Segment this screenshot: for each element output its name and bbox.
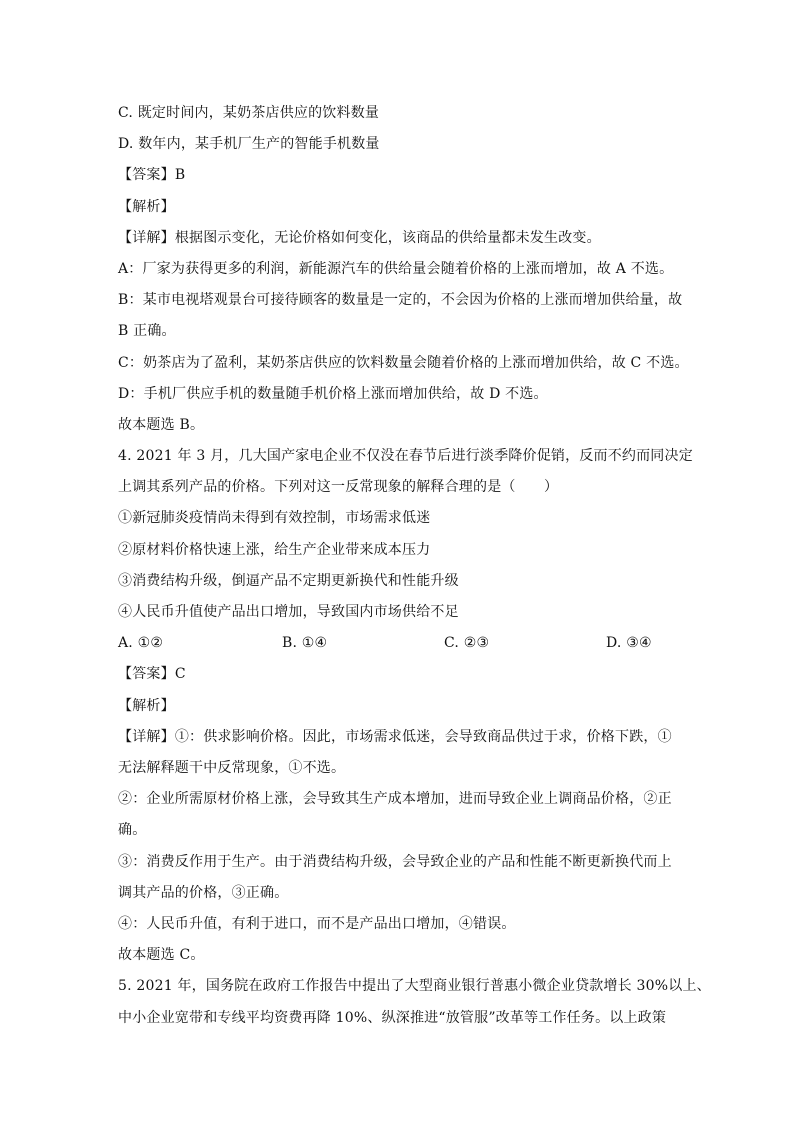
q4-conclusion: 故本题选 C。 bbox=[118, 947, 205, 963]
q4-answer-value: C bbox=[174, 666, 186, 682]
explain-c: C：奶茶店为了盈利，某奶茶店供应的饮料数量会随着价格的上涨而增加供给，故 C 不选。 bbox=[118, 355, 689, 371]
q4-item-1: ①新冠肺炎疫情尚未得到有效控制，市场需求低迷 bbox=[118, 510, 431, 526]
answer-value: B bbox=[174, 167, 186, 183]
detail-line bbox=[118, 229, 678, 247]
q4-options bbox=[118, 634, 678, 652]
q4-detail-line bbox=[118, 728, 678, 746]
q4-stem-2: 上调其系列产品的价格。下列对这一反常现象的解释合理的是（ ） bbox=[118, 479, 559, 495]
q4-option-b: B. ①④ bbox=[282, 635, 328, 651]
explain-b-2: B 正确。 bbox=[118, 323, 176, 339]
explain-d: D：手机厂供应手机的数量随手机价格上涨而增加供给，故 D 不选。 bbox=[118, 386, 548, 402]
q4-explain-2-part2: 确。 bbox=[118, 822, 147, 838]
q4-item-3: ③消费结构升级，倒逼产品不定期更新换代和性能升级 bbox=[118, 573, 459, 589]
explain-b-1: B：某市电视塔观景台可接待顾客的数量是一定的，不会因为价格的上涨而增加供给量，故 bbox=[118, 292, 683, 308]
answer-tag: 【答案】 bbox=[118, 167, 175, 183]
q4-detail-tag: 【详解】 bbox=[118, 729, 175, 745]
detail-intro: 根据图示变化，无论价格如何变化，该商品的供给量都未发生改变。 bbox=[174, 230, 601, 246]
analysis-tag: 【解析】 bbox=[118, 199, 175, 215]
option-c: C. 既定时间内，某奶茶店供应的饮料数量 bbox=[118, 105, 380, 121]
q5-stem-1: 5. 2021 年，国务院在政府工作报告中提出了大型商业银行普惠小微企业贷款增长 30%以上、 bbox=[118, 978, 711, 994]
q4-explain-1-part2: 无法解释题干中反常现象，①不选。 bbox=[118, 760, 346, 776]
q4-item-4: ④人民币升值使产品出口增加，导致国内市场供给不足 bbox=[118, 604, 459, 620]
q4-answer-line bbox=[118, 665, 678, 683]
q4-explain-3-part2: 调其产品的价格，③正确。 bbox=[118, 885, 289, 901]
conclusion: 故本题选 B。 bbox=[118, 417, 205, 433]
q4-explain-1-part1: ①：供求影响价格。因此，市场需求低迷，会导致商品供过于求，价格下跌，① bbox=[174, 729, 672, 745]
q4-analysis-tag: 【解析】 bbox=[118, 698, 175, 714]
detail-tag: 【详解】 bbox=[118, 230, 175, 246]
q4-option-c: C. ②③ bbox=[444, 635, 490, 651]
q4-item-2: ②原材料价格快速上涨，给生产企业带来成本压力 bbox=[118, 542, 431, 558]
q4-option-a: A. ①② bbox=[118, 635, 164, 651]
q4-explain-4: ④：人民币升值，有利于进口，而不是产品出口增加，④错误。 bbox=[118, 916, 516, 932]
q4-option-d: D. ③④ bbox=[606, 635, 652, 651]
explain-a: A：厂家为获得更多的利润，新能源汽车的供给量会随着价格的上涨而增加，故 A 不选。 bbox=[118, 261, 674, 277]
q4-explain-2-part1: ②：企业所需原材价格上涨，会导致其生产成本增加，进而导致企业上调商品价格，②正 bbox=[118, 791, 672, 807]
q4-stem-1: 4. 2021 年 3 月，几大国产家电企业不仅没在春节后进行淡季降价促销，反而不约而同决定 bbox=[118, 448, 693, 464]
option-d: D. 数年内，某手机厂生产的智能手机数量 bbox=[118, 136, 380, 152]
q5-stem-2: 中小企业宽带和专线平均资费再降 10%、纵深推进“放管服”改革等工作任务。以上政策 bbox=[118, 1010, 667, 1026]
answer-line bbox=[118, 166, 678, 184]
q4-answer-tag: 【答案】 bbox=[118, 666, 175, 682]
q4-explain-3-part1: ③：消费反作用于生产。由于消费结构升级，会导致企业的产品和性能不断更新换代而上 bbox=[118, 854, 672, 870]
